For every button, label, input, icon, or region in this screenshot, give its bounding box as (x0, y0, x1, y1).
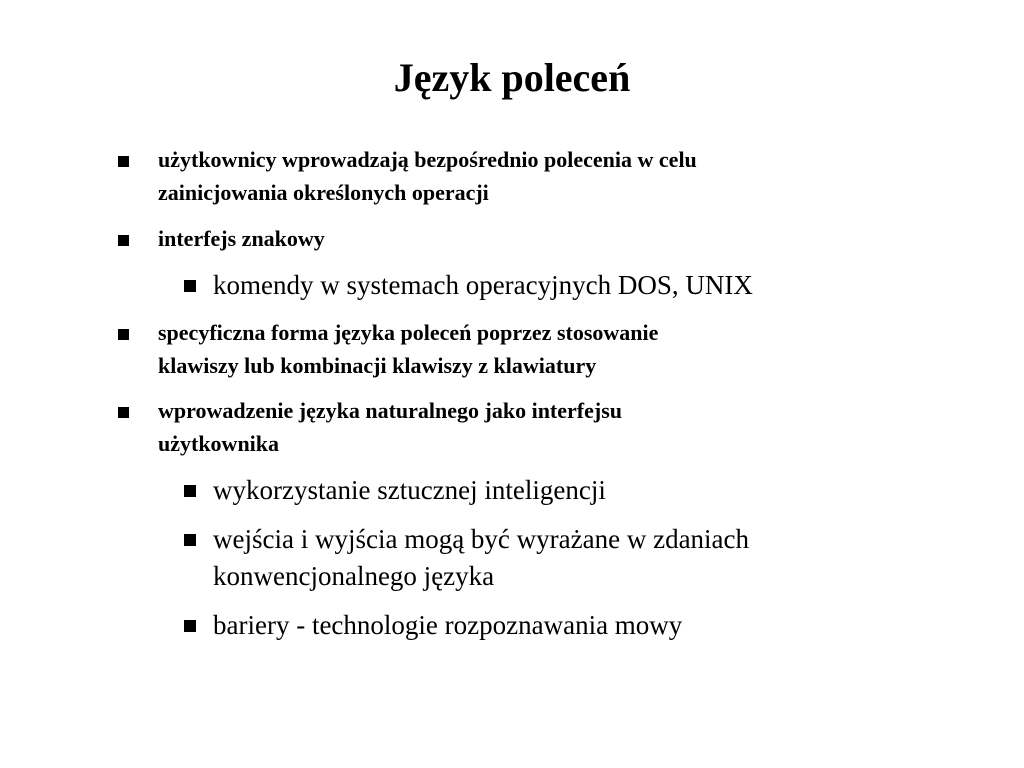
square-bullet-icon (118, 329, 129, 340)
slide-title: Język poleceń (393, 55, 631, 100)
square-bullet-icon (184, 280, 196, 292)
bullet-text: wykorzystanie sztucznej inteligencji (213, 475, 606, 505)
bullet-text-line: użytkownicy wprowadzają bezpośrednio polecenia w celu (158, 147, 697, 172)
bullet-text-line: zainicjowania określonych operacji (158, 180, 489, 205)
bullet-text: interfejs znakowy (158, 226, 325, 251)
bullet-text: komendy w systemach operacyjnych DOS, UNIX (213, 270, 753, 300)
bullet-text-line: konwencjonalnego języka (213, 561, 495, 591)
bullet-text-line: wejścia i wyjścia mogą być wyrażane w zdaniach (213, 524, 750, 554)
bullet-text (158, 143, 878, 209)
bullet-text (158, 316, 878, 382)
bullet-text: bariery - technologie rozpoznawania mowy (213, 610, 683, 640)
bullet-text (158, 394, 878, 460)
bullet-text-line: specyficzna forma języka poleceń poprzez stosowanie (158, 320, 659, 345)
bullet-text-line: klawiszy lub kombinacji klawiszy z klawiatury (158, 353, 597, 378)
square-bullet-icon (184, 620, 196, 632)
bullet-text (213, 521, 873, 595)
square-bullet-icon (118, 235, 129, 246)
square-bullet-icon (118, 156, 129, 167)
square-bullet-icon (184, 534, 196, 546)
square-bullet-icon (184, 485, 196, 497)
bullet-text-line: użytkownika (158, 431, 280, 456)
square-bullet-icon (118, 407, 129, 418)
bullet-text-line: wprowadzenie języka naturalnego jako interfejsu (158, 398, 622, 423)
